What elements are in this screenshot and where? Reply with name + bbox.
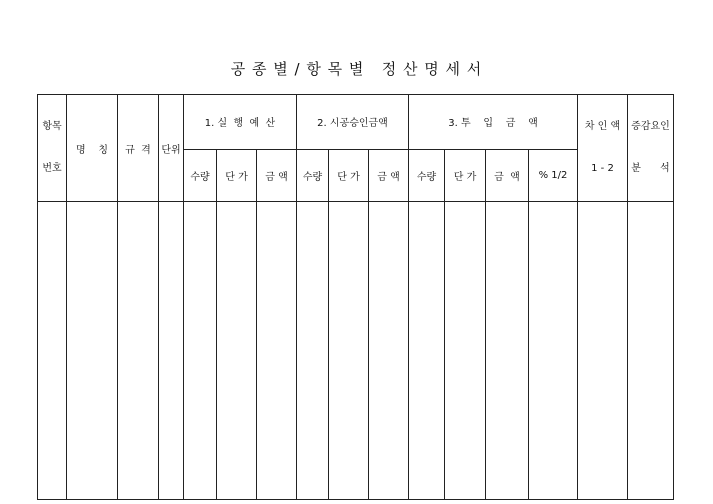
input-unit-price-header: 단 가: [445, 149, 486, 201]
header-row-1: [38, 95, 674, 150]
approved-amount-cell[interactable]: [369, 202, 409, 500]
approved-qty-cell[interactable]: [297, 202, 329, 500]
budget-unit-price-cell[interactable]: [217, 202, 257, 500]
difference-cell[interactable]: [578, 202, 628, 500]
change-analysis-header: [628, 95, 674, 202]
input-amount-header: 금 액: [486, 149, 529, 201]
approved-amount-group-header: 2. 시공승인금액: [297, 95, 409, 150]
item-no-header: [38, 95, 67, 202]
approved-amount-header: 금 액: [369, 149, 409, 201]
change-analysis-cell[interactable]: [628, 202, 674, 500]
spec-header: 규 격: [118, 95, 159, 202]
input-percent-header: % 1/2: [529, 149, 578, 201]
name-header: 명 칭: [67, 95, 118, 202]
change-analysis-header-bottom: 분 석: [631, 163, 670, 174]
table-body-row: [38, 202, 674, 500]
difference-header-top: 차 인 액: [584, 121, 621, 132]
item-no-cell[interactable]: [38, 202, 67, 500]
difference-header: [578, 95, 628, 202]
budget-qty-header: 수량: [184, 149, 217, 201]
input-unit-price-cell[interactable]: [445, 202, 486, 500]
change-analysis-header-top: 증감요인: [631, 121, 670, 132]
approved-unit-price-header: 단 가: [329, 149, 369, 201]
budget-qty-cell[interactable]: [184, 202, 217, 500]
budget-unit-price-header: 단 가: [217, 149, 257, 201]
approved-unit-price-cell[interactable]: [329, 202, 369, 500]
unit-header: 단위: [159, 95, 184, 202]
input-amount-group-header: 3. 투 입 금 액: [409, 95, 578, 150]
budget-amount-cell[interactable]: [257, 202, 297, 500]
document-title: 공 종 별 / 항 목 별 정 산 명 세 서: [230, 60, 483, 78]
input-amount-cell[interactable]: [486, 202, 529, 500]
budget-group-header: 1. 실 행 예 산: [184, 95, 297, 150]
input-percent-cell[interactable]: [529, 202, 578, 500]
input-qty-cell[interactable]: [409, 202, 445, 500]
settlement-table: [37, 94, 674, 500]
difference-header-bottom: 1 - 2: [591, 163, 614, 174]
spec-cell[interactable]: [118, 202, 159, 500]
unit-cell[interactable]: [159, 202, 184, 500]
item-no-header-bottom: 번호: [42, 163, 62, 174]
item-no-header-top: 항목: [42, 121, 62, 132]
input-qty-header: 수량: [409, 149, 445, 201]
budget-amount-header: 금 액: [257, 149, 297, 201]
name-cell[interactable]: [67, 202, 118, 500]
approved-qty-header: 수량: [297, 149, 329, 201]
